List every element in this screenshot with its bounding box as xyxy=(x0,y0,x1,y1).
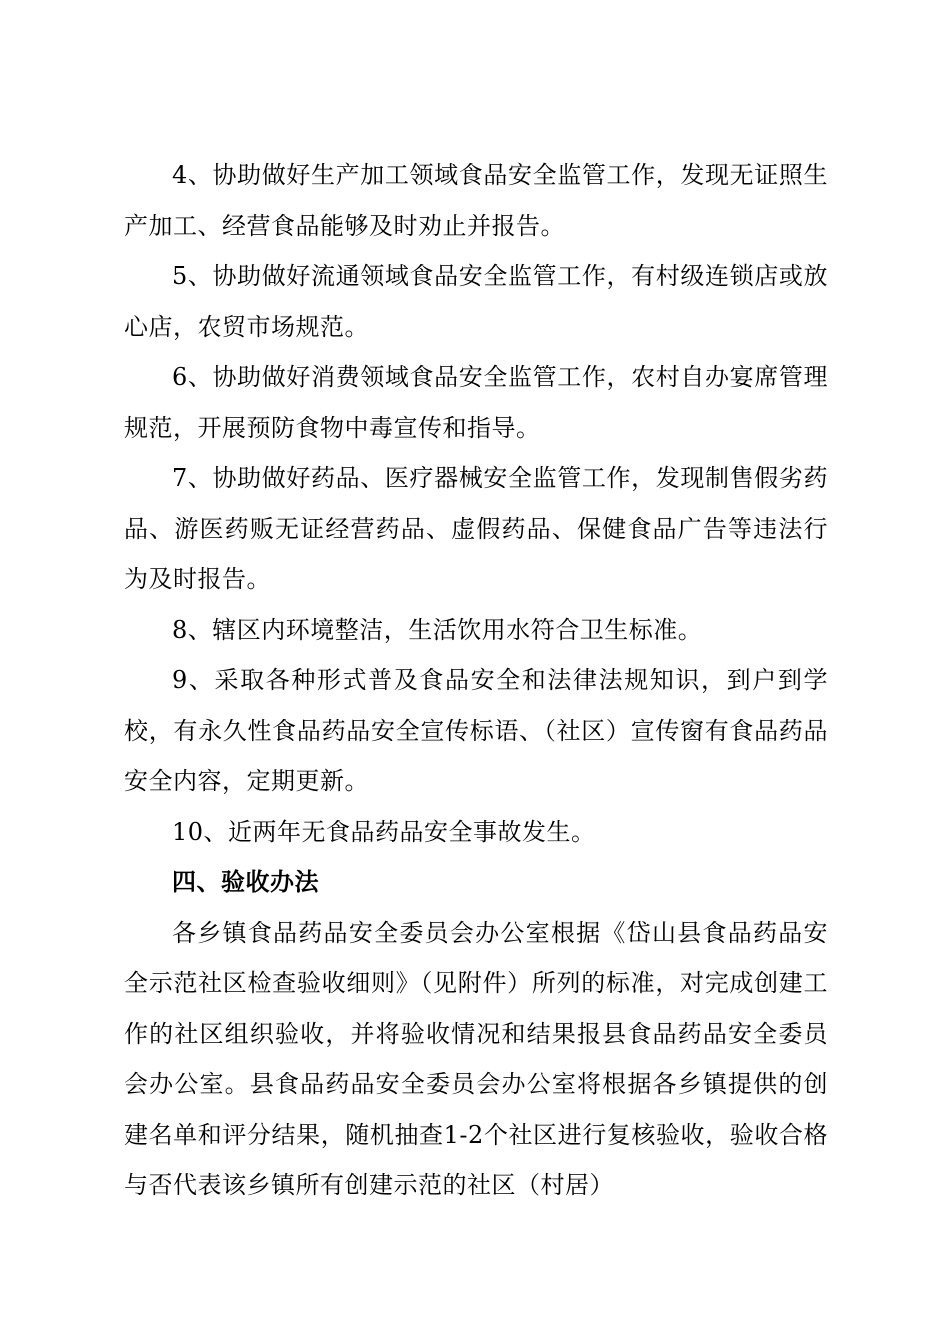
item-7-paragraph: 7、协助做好药品、医疗器械安全监管工作，发现制售假劣药品、游医药贩无证经营药品、虚假药品、保健食品广告等违法行为及时报告。 xyxy=(124,464,828,593)
item-4-paragraph: 4、协助做好生产加工领域食品安全监管工作，发现无证照生产加工、经营食品能够及时劝止并报告。 xyxy=(124,161,828,240)
item-8-paragraph: 8、辖区内环境整洁，生活饮用水符合卫生标准。 xyxy=(172,615,703,644)
section-heading: 四、验收办法 xyxy=(172,868,319,896)
item-10-paragraph: 10、近两年无食品药品安全事故发生。 xyxy=(172,817,596,846)
item-9-paragraph: 9、采取各种形式普及食品安全和法律法规知识，到户到学校，有永久性食品药品安全宣传标语、（社区）宣传窗有食品药品安全内容，定期更新。 xyxy=(124,666,828,795)
section-body-paragraph: 各乡镇食品药品安全委员会办公室根据《岱山县食品药品安全示范社区检查验收细则》（见附件）所列的标准，对完成创建工作的社区组织验收，并将验收情况和结果报县食品药品安全委员会办公室。县食品药品安全委员会办公室将根据各乡镇提供的创建名单和评分结果，随机抽查1-2个社区进行复核验收，验收合格与否代表该乡镇所有创建示范的社区（村居） xyxy=(124,918,828,1199)
item-5-paragraph: 5、协助做好流通领域食品安全监管工作，有村级连锁店或放心店，农贸市场规范。 xyxy=(124,262,828,341)
item-6-paragraph: 6、协助做好消费领域食品安全监管工作，农村自办宴席管理规范，开展预防食物中毒宣传和指导。 xyxy=(124,363,828,442)
document-body xyxy=(124,150,828,1211)
